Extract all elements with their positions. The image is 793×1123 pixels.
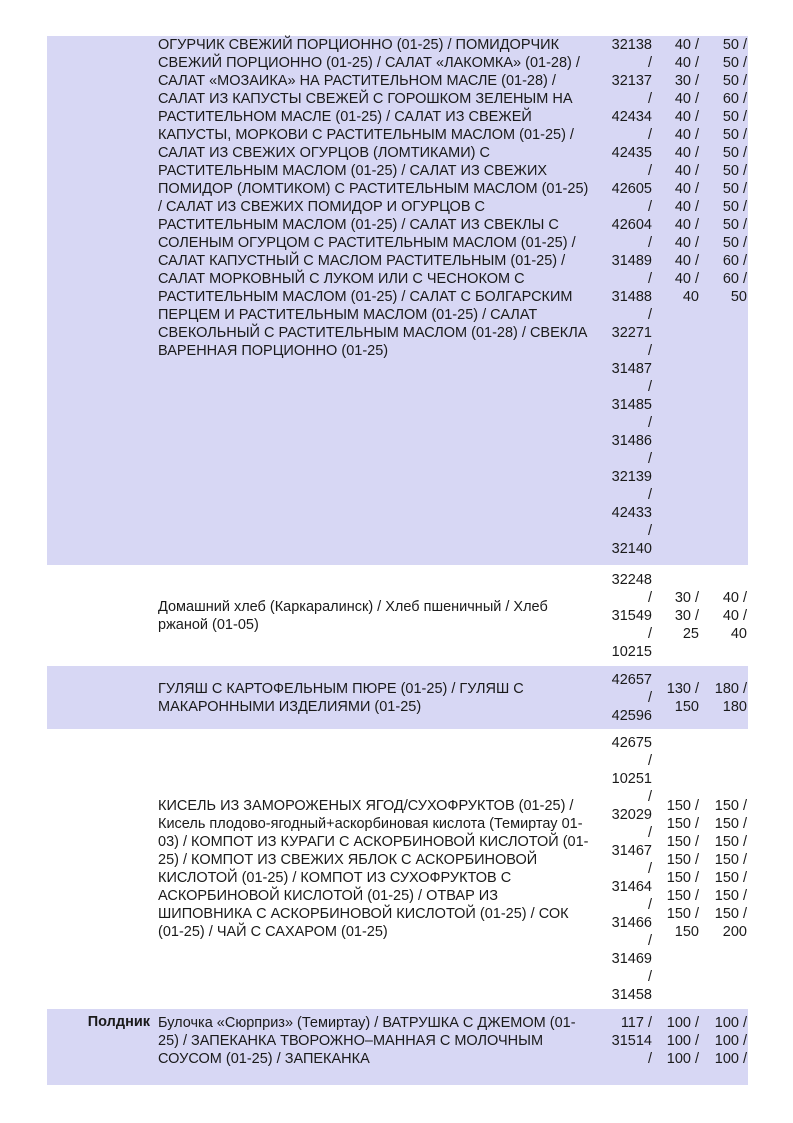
cell-line: 40 / <box>674 37 699 53</box>
cell-line: 150 / <box>714 870 747 886</box>
cell-line: / <box>647 271 652 287</box>
cell-line: 10215 <box>611 643 652 660</box>
cell-line: / <box>647 55 652 71</box>
cell-line: 50 / <box>722 181 747 197</box>
cell-line: 50 / <box>722 235 747 251</box>
table-row <box>47 36 748 565</box>
cell-line: 31514 <box>611 1033 652 1049</box>
portion-b-cell <box>699 1009 748 1068</box>
cell-line: 32137 <box>611 73 652 89</box>
cell-line: / <box>647 969 652 985</box>
cell-line: 60 / <box>722 253 747 269</box>
cell-line: 130 / <box>666 680 699 697</box>
cell-line: 150 / <box>666 870 699 886</box>
cell-line: 42433 <box>611 505 652 521</box>
cell-line: 40 / <box>674 55 699 71</box>
cell-line: 32029 <box>611 807 652 823</box>
cell-line: 100 / <box>666 1015 699 1031</box>
cell-line: 40 / <box>674 145 699 161</box>
cell-line: 100 / <box>714 1051 747 1067</box>
cell-line: / <box>647 825 652 841</box>
recipe-codes-cell <box>595 1009 652 1068</box>
cell-line: / <box>647 933 652 949</box>
cell-line: 50 / <box>722 109 747 125</box>
cell-line: 40 <box>730 625 747 642</box>
cell-line: 40 / <box>722 607 747 624</box>
cell-line: 31466 <box>611 915 652 931</box>
cell-line: 42605 <box>611 181 652 197</box>
cell-line: 40 / <box>674 109 699 125</box>
portion-a-cell <box>652 36 699 306</box>
cell-line: 150 / <box>714 888 747 904</box>
table-row <box>47 729 748 1009</box>
cell-line: 50 / <box>722 199 747 215</box>
cell-line: 32138 <box>611 37 652 53</box>
cell-line: / <box>647 487 652 503</box>
dish-cell: ГУЛЯШ С КАРТОФЕЛЬНЫМ ПЮРЕ (01-25) / ГУЛЯШ С МАКАРОННЫМИ ИЗДЕЛИЯМИ (01-25) <box>158 680 524 715</box>
menu-table <box>47 36 748 1085</box>
cell-line: 150 / <box>714 852 747 868</box>
cell-line: 100 / <box>666 1033 699 1049</box>
meal-cell: Полдник <box>87 1014 150 1030</box>
recipe-codes-cell <box>595 36 652 558</box>
cell-line: 32139 <box>611 469 652 485</box>
cell-line: 40 / <box>674 91 699 107</box>
cell-line: / <box>647 753 652 769</box>
cell-line: 31487 <box>611 361 652 377</box>
dish-cell: Булочка «Сюрприз» (Темиртау) / ВАТРУШКА С ДЖЕМОМ (01-25) / ЗАПЕКАНКА ТВОРОЖНО–МАННАЯ С МОЛОЧНЫМ СОУСОМ (01-25) / ЗАПЕКАНКА <box>158 1015 576 1067</box>
cell-line: 150 / <box>666 834 699 850</box>
cell-line: / <box>647 91 652 107</box>
cell-line: 150 / <box>666 816 699 832</box>
portion-b-cell <box>699 36 748 306</box>
cell-line: 31488 <box>611 289 652 305</box>
cell-line: / <box>647 589 652 606</box>
cell-line: 50 / <box>722 217 747 233</box>
cell-line: 150 <box>674 698 699 715</box>
cell-line: / <box>647 523 652 539</box>
cell-line: 180 <box>722 698 747 715</box>
cell-line: 30 / <box>674 607 699 624</box>
cell-line: / <box>647 789 652 805</box>
portion-b-cell <box>699 797 748 941</box>
cell-line: / <box>647 307 652 323</box>
cell-line: 150 / <box>714 816 747 832</box>
table-row <box>47 565 748 666</box>
portion-a-cell <box>652 1009 699 1068</box>
cell-line: 32140 <box>611 541 652 557</box>
cell-line: 40 / <box>674 217 699 233</box>
cell-line: 40 / <box>674 253 699 269</box>
portion-a-cell <box>652 680 699 716</box>
cell-line: / <box>647 127 652 143</box>
portion-a-cell <box>652 797 699 941</box>
cell-line: 40 / <box>674 127 699 143</box>
cell-line: 31486 <box>611 433 652 449</box>
cell-line: 31469 <box>611 951 652 967</box>
cell-line: 150 / <box>714 906 747 922</box>
cell-line: 30 / <box>674 73 699 89</box>
cell-line: 31485 <box>611 397 652 413</box>
cell-line: 42657 <box>611 671 652 688</box>
cell-line: / <box>647 689 652 706</box>
cell-line: / <box>647 379 652 395</box>
portion-b-cell <box>699 589 748 643</box>
cell-line: 31464 <box>611 879 652 895</box>
cell-line: 150 / <box>666 852 699 868</box>
cell-line: 180 / <box>714 680 747 697</box>
table-row <box>47 1009 748 1085</box>
cell-line: 30 / <box>674 589 699 606</box>
cell-line: 150 / <box>666 888 699 904</box>
cell-line: 40 / <box>674 199 699 215</box>
cell-line: 40 <box>682 289 699 305</box>
cell-line: / <box>647 451 652 467</box>
cell-line: / <box>647 1051 652 1067</box>
cell-line: 31549 <box>611 607 652 624</box>
cell-line: 150 / <box>714 834 747 850</box>
recipe-codes-cell <box>595 734 652 1004</box>
cell-line: 10251 <box>611 771 652 787</box>
cell-line: 117 / <box>620 1015 652 1031</box>
cell-line: 31458 <box>611 987 652 1003</box>
cell-line: 100 / <box>714 1033 747 1049</box>
cell-line: 50 <box>730 289 747 305</box>
cell-line: 50 / <box>722 127 747 143</box>
cell-line: 150 / <box>666 906 699 922</box>
cell-line: 31489 <box>611 253 652 269</box>
cell-line: 100 / <box>714 1015 747 1031</box>
cell-line: 42675 <box>611 735 652 751</box>
recipe-codes-cell <box>595 671 652 725</box>
cell-line: / <box>647 415 652 431</box>
cell-line: 42604 <box>611 217 652 233</box>
portion-a-cell <box>652 589 699 643</box>
cell-line: 40 / <box>674 163 699 179</box>
portion-b-cell <box>699 680 748 716</box>
cell-line: 150 / <box>666 798 699 814</box>
cell-line: / <box>647 343 652 359</box>
cell-line: / <box>647 199 652 215</box>
cell-line: 25 <box>682 625 699 642</box>
cell-line: / <box>647 897 652 913</box>
cell-line: 60 / <box>722 91 747 107</box>
cell-line: 40 / <box>674 235 699 251</box>
dish-cell: Домашний хлеб (Каркаралинск) / Хлеб пшеничный / Хлеб ржаной (01-05) <box>158 598 548 633</box>
cell-line: 31467 <box>611 843 652 859</box>
dish-cell: КИСЕЛЬ ИЗ ЗАМОРОЖЕНЫХ ЯГОД/СУХОФРУКТОВ (01-25) / Кисель плодово-ягодный+аскорбиновая кислота (Темиртау 01-03) / КОМПОТ ИЗ КУРАГИ С АСКОРБИНОВОЙ КИСЛОТОЙ (01-25) / КОМПОТ ИЗ СВЕЖИХ ЯБЛОК С АСКОРБИНОВОЙ КИСЛОТОЙ (01-25) / КОМПОТ ИЗ СУХОФРУКТОВ С АСКОРБИНОВОЙ КИСЛОТОЙ (01-25) / ОТВАР ИЗ ШИПОВНИКА С АСКОРБИНОВОЙ КИСЛОТОЙ (01-25) / СОК (01-25) / ЧАЙ С САХАРОМ (01-25) <box>158 798 589 940</box>
cell-line: 50 / <box>722 145 747 161</box>
cell-line: 32271 <box>611 325 652 341</box>
cell-line: / <box>647 625 652 642</box>
cell-line: / <box>647 861 652 877</box>
cell-line: 42596 <box>611 707 652 724</box>
cell-line: 50 / <box>722 37 747 53</box>
dish-cell: ОГУРЧИК СВЕЖИЙ ПОРЦИОННО (01-25) / ПОМИДОРЧИК СВЕЖИЙ ПОРЦИОННО (01-25) / САЛАТ «ЛАКОМКА» (01-28) / САЛАТ «МОЗАИКА» НА РАСТИТЕЛЬНОМ МАСЛЕ (01-28) / САЛАТ ИЗ КАПУСТЫ СВЕЖЕЙ С ГОРОШКОМ ЗЕЛЕНЫМ НА РАСТИТЕЛЬНОМ МАСЛЕ (01-25) / САЛАТ ИЗ СВЕЖЕЙ КАПУСТЫ, МОРКОВИ С РАСТИТЕЛЬНЫМ МАСЛОМ (01-25) / САЛАТ ИЗ СВЕЖИХ ОГУРЦОВ (ЛОМТИКАМИ) С РАСТИТЕЛЬНЫМ МАСЛОМ (01-25) / САЛАТ ИЗ СВЕЖИХ ПОМИДОР (ЛОМТИКОМ) С РАСТИТЕЛЬНЫМ МАСЛОМ (01-25) / САЛАТ ИЗ СВЕЖИХ ПОМИДОР И ОГУРЦОВ С РАСТИТЕЛЬНЫМ МАСЛОМ (01-25) / САЛАТ ИЗ СВЕКЛЫ С СОЛЕНЫМ ОГУРЦОМ С РАСТИТЕЛЬНЫМ МАСЛОМ (01-25) / САЛАТ КАПУСТНЫЙ С МАСЛОМ РАСТИТЕЛЬНЫМ (01-25) / САЛАТ МОРКОВНЫЙ С ЛУКОМ ИЛИ С ЧЕСНОКОМ С РАСТИТЕЛЬНЫМ МАСЛОМ (01-25) / САЛАТ С БОЛГАРСКИМ ПЕРЦЕМ И РАСТИТЕЛЬНЫМ МАСЛОМ (01-25) / САЛАТ СВЕКОЛЬНЫЙ С РАСТИТЕЛЬНЫМ МАСЛОМ (01-28) / СВЕКЛА ВАРЕННАЯ ПОРЦИОННО (01-25) <box>158 37 589 359</box>
recipe-codes-cell <box>595 571 652 661</box>
cell-line: 150 <box>674 924 699 940</box>
cell-line: 200 <box>722 924 747 940</box>
cell-line: 50 / <box>722 163 747 179</box>
cell-line: 50 / <box>722 73 747 89</box>
cell-line: 40 / <box>722 589 747 606</box>
cell-line: 50 / <box>722 55 747 71</box>
cell-line: / <box>647 163 652 179</box>
cell-line: 32248 <box>611 571 652 588</box>
table-row <box>47 666 748 729</box>
cell-line: / <box>647 235 652 251</box>
cell-line: 40 / <box>674 271 699 287</box>
cell-line: 60 / <box>722 271 747 287</box>
cell-line: 40 / <box>674 181 699 197</box>
cell-line: 42434 <box>611 109 652 125</box>
cell-line: 150 / <box>714 798 747 814</box>
cell-line: 100 / <box>666 1051 699 1067</box>
cell-line: 42435 <box>611 145 652 161</box>
